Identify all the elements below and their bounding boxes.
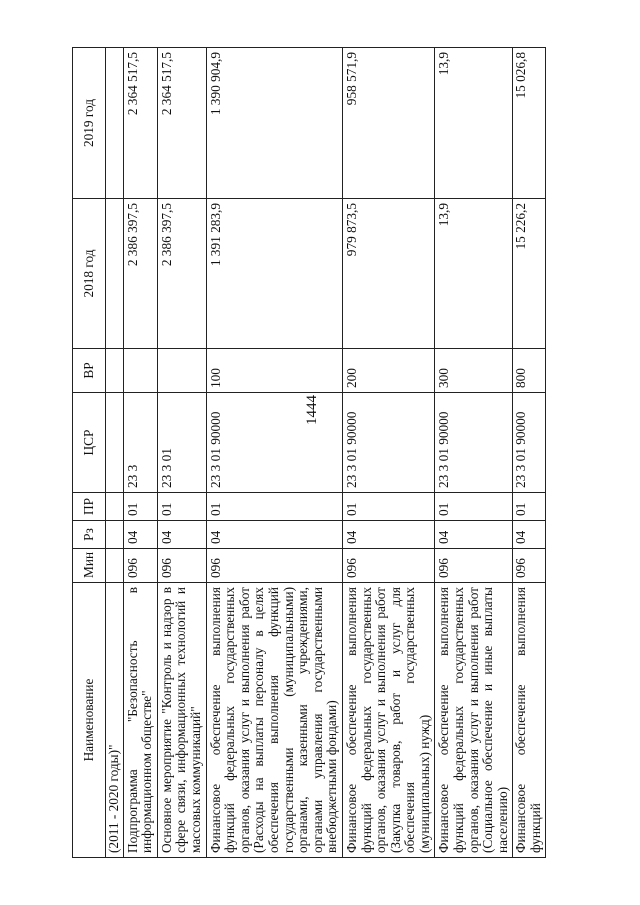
row-vr: 300 [435, 349, 513, 393]
row-min: 096 [342, 549, 435, 583]
table-row [106, 48, 124, 858]
header-name: Наименование [73, 583, 106, 858]
row-vr [106, 349, 124, 393]
row-vr: 100 [206, 349, 342, 393]
row-min: 096 [157, 549, 206, 583]
row-2018 [106, 199, 124, 349]
row-2018: 1 391 283,9 [206, 199, 342, 349]
header-csr: ЦСР [73, 393, 106, 493]
row-rz: 04 [157, 521, 206, 549]
row-vr: 200 [342, 349, 435, 393]
row-2018: 15 226,2 [513, 199, 545, 349]
row-pr: 01 [157, 493, 206, 521]
rotated-table-page [72, 48, 612, 858]
row-2019: 15 026,8 [513, 48, 545, 199]
row-name: Финансовое обеспечение выполнения функций федеральных государственных органов, оказания услуг и выполнения работ (Закупка товаров, работ и услуг для обеспечения государственных (муниципальных) нужд) [342, 583, 435, 858]
row-csr: 23 3 [123, 393, 157, 493]
table-header-row [73, 48, 106, 858]
row-name: Финансовое обеспечение выполнения функций [513, 583, 545, 858]
row-min: 096 [513, 549, 545, 583]
row-pr: 01 [435, 493, 513, 521]
row-2019: 2 364 517,5 [157, 48, 206, 199]
row-min [106, 549, 124, 583]
row-name: Основное мероприятие "Контроль и надзор в сфере связи, информационных технологий и массовых коммуникаций" [157, 583, 206, 858]
row-csr: 23 3 01 90000 [342, 393, 435, 493]
page-number: 1444 [304, 395, 320, 425]
row-pr: 01 [513, 493, 545, 521]
row-name: Подпрограмма "Безопасность в информационном обществе" [123, 583, 157, 858]
row-name: (2011 - 2020 годы)" [106, 583, 124, 858]
row-csr: 23 3 01 90000 [206, 393, 342, 493]
header-rz: Рз [73, 521, 106, 549]
row-pr: 01 [123, 493, 157, 521]
row-rz: 04 [342, 521, 435, 549]
row-rz: 04 [123, 521, 157, 549]
row-rz: 04 [435, 521, 513, 549]
row-2018: 979 873,5 [342, 199, 435, 349]
row-pr [106, 493, 124, 521]
budget-table [72, 47, 546, 858]
table-row [435, 48, 513, 858]
row-2018: 2 386 397,5 [157, 199, 206, 349]
row-2018: 13,9 [435, 199, 513, 349]
row-min: 096 [123, 549, 157, 583]
row-csr: 23 3 01 90000 [435, 393, 513, 493]
table-row [342, 48, 435, 858]
row-csr: 23 3 01 [157, 393, 206, 493]
row-rz [106, 521, 124, 549]
header-2018: 2018 год [73, 199, 106, 349]
table-row [513, 48, 545, 858]
table-row [157, 48, 206, 858]
row-vr [157, 349, 206, 393]
header-pr: ПР [73, 493, 106, 521]
row-vr [123, 349, 157, 393]
row-min: 096 [206, 549, 342, 583]
row-pr: 01 [342, 493, 435, 521]
row-vr: 800 [513, 349, 545, 393]
row-csr [106, 393, 124, 493]
header-2019: 2019 год [73, 48, 106, 199]
row-name: Финансовое обеспечение выполнения функций федеральных государственных органов, оказания услуг и выполнения работ (Социальное обеспечение и иные выплаты населению) [435, 583, 513, 858]
row-pr: 01 [206, 493, 342, 521]
row-name: Финансовое обеспечение выполнения функций федеральных государственных органов, оказания услуг и выполнения работ (Расходы на выплаты персоналу в целях обеспечения выполнения функций государственными (муниципальными) органами, казенными учреждениями, органами управления государственными внебюджетными фондами) [206, 583, 342, 858]
row-2019: 958 571,9 [342, 48, 435, 199]
table-row [123, 48, 157, 858]
row-2019: 1 390 904,9 [206, 48, 342, 199]
row-min: 096 [435, 549, 513, 583]
row-2019 [106, 48, 124, 199]
row-2018: 2 386 397,5 [123, 199, 157, 349]
row-csr: 23 3 01 90000 [513, 393, 545, 493]
row-rz: 04 [513, 521, 545, 549]
header-vr: ВР [73, 349, 106, 393]
row-2019: 2 364 517,5 [123, 48, 157, 199]
table-row [206, 48, 342, 858]
header-min: Мин [73, 549, 106, 583]
row-rz: 04 [206, 521, 342, 549]
row-2019: 13,9 [435, 48, 513, 199]
